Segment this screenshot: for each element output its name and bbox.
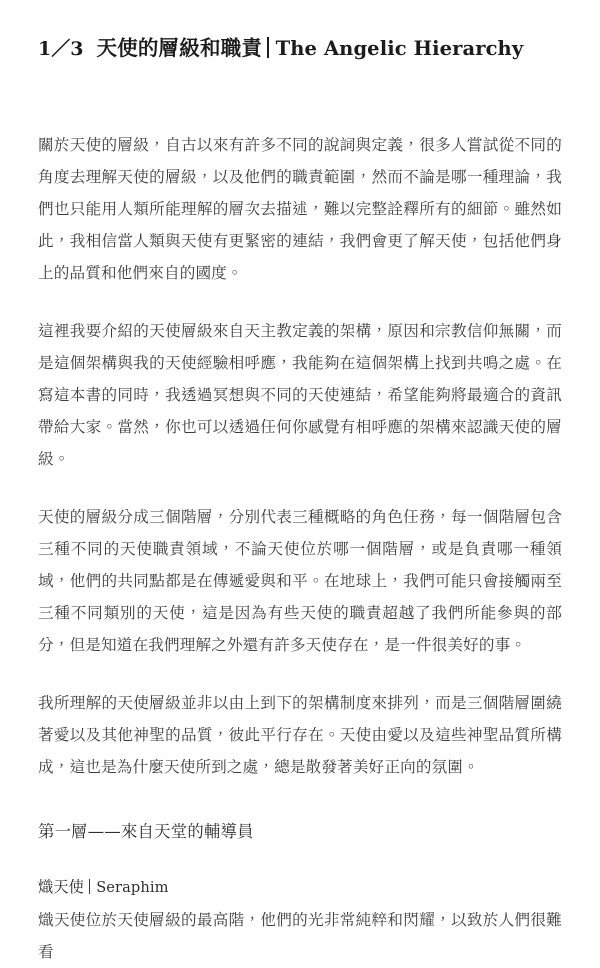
paragraph: 天使的層級分成三個階層，分別代表三種概略的角色任務，每一個階層包含三種不同的天使職責領域，不論天使位於哪一個階層，或是負責哪一種領域，他們的共同點都是在傳遞愛與和平。在地球上，我們可能只會接觸兩至三種不同類別的天使，這是因為有些天使的職責超越了我們所能參與的部分，但是知道在我們理解之外還有許多天使存在，是一件很美好的事。	[38, 508, 562, 654]
angel-entry-description: 熾天使位於天使層級的最高階，他們的光非常純粹和閃耀，以致於人們很難看	[38, 911, 562, 961]
entry-divider-rule	[89, 879, 90, 894]
chapter-number: 1／3	[38, 38, 84, 60]
paragraph: 這裡我要介紹的天使層級來自天主教定義的架構，原因和宗教信仰無關，而是這個架構與我的天使經驗相呼應，我能夠在這個架構上找到共鳴之處。在寫這本書的同時，我透過冥想與不同的天使連結，希望能夠將最適合的資訊帶給大家。當然，你也可以透過任何你感覺有相呼應的架構來認識天使的層級。	[38, 322, 562, 468]
angel-name-english: Seraphim	[96, 879, 169, 896]
angel-entry	[38, 873, 562, 968]
title-english: The Angelic Hierarchy	[275, 37, 524, 60]
section-heading: 第一層——來自天堂的輔導員	[38, 822, 254, 841]
body-content	[38, 129, 562, 783]
angel-entry-name	[38, 873, 562, 902]
title-divider-rule	[267, 37, 269, 58]
angel-name-chinese: 熾天使	[38, 878, 85, 896]
paragraph: 我所理解的天使層級並非以由上到下的架構制度來排列，而是三個階層圍繞著愛以及其他神聖的品質，彼此平行存在。天使由愛以及這些神聖品質所構成，這也是為什麼天使所到之處，總是散發著美好正向的氛圍。	[38, 694, 562, 776]
paragraph: 關於天使的層級，自古以來有許多不同的說詞與定義，很多人嘗試從不同的角度去理解天使的層級，以及他們的職責範圍，然而不論是哪一種理論，我們也只能用人類所能理解的層次去描述，難以完整詮釋所有的細節。雖然如此，我相信當人類與天使有更緊密的連結，我們會更了解天使，包括他們身上的品質和他們來自的國度。	[38, 136, 562, 282]
title-chinese: 天使的層級和職責	[96, 36, 263, 60]
page-title	[38, 0, 562, 63]
